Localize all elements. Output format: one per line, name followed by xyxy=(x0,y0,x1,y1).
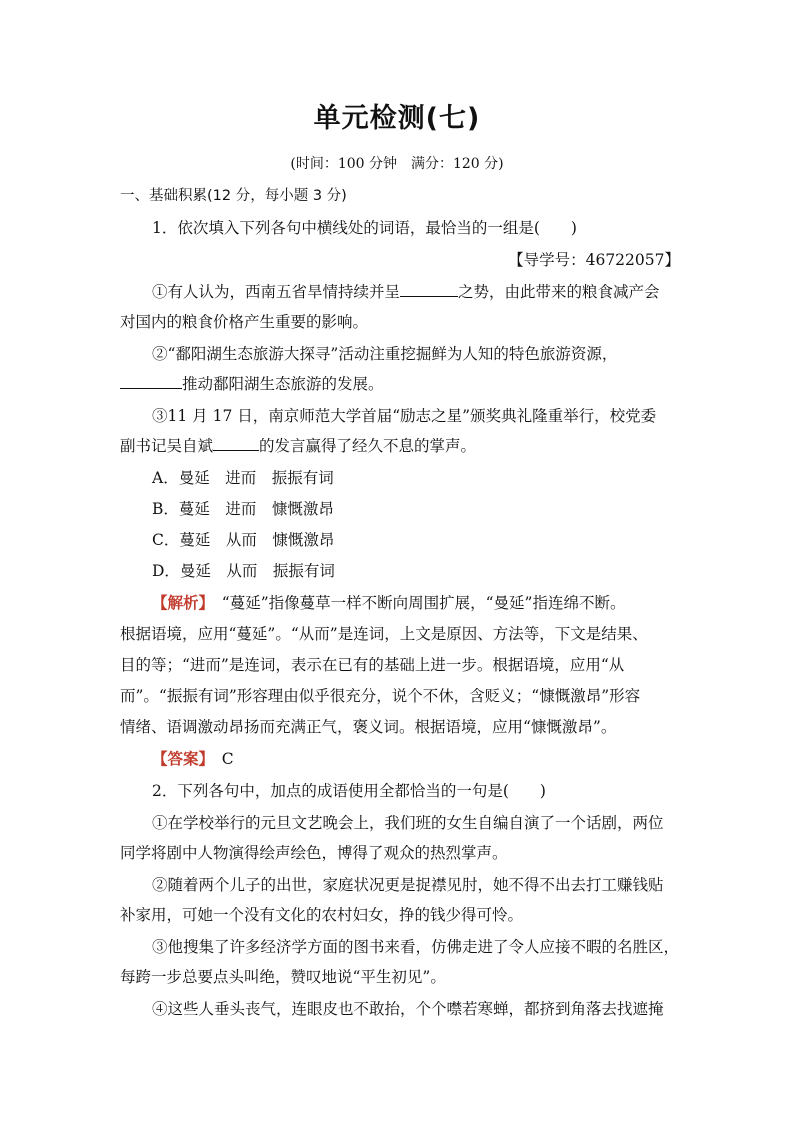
analysis-line-2: 根据语境，应用“蔓延”。“从而”是连词，上文是原因、方法等，下文是结果、 xyxy=(120,625,648,643)
answer-line xyxy=(152,749,680,769)
answer-value: C xyxy=(221,750,234,768)
page-title: 单元检测(七) xyxy=(313,103,481,134)
question-1-sentence-3: ③11 月 17 日，南京师范大学首届“励志之星”颁奖典礼隆重举行，校党委 xyxy=(152,407,657,425)
section-heading: 一、基础积累(12 分，每小题 3 分) xyxy=(120,188,347,204)
option-d: D．曼延 从而 振振有词 xyxy=(152,562,335,580)
sentence-1-part-a: ①有人认为，西南五省旱情持续并呈 xyxy=(152,283,401,301)
question-1-sentence-2: ②“鄱阳湖生态旅游大探寻”活动注重挖掘鲜为人知的特色旅游资源， xyxy=(152,345,618,363)
analysis-tag: 【解析】 xyxy=(152,594,207,612)
option-c: C．蔓延 从而 慷慨激昂 xyxy=(152,531,335,549)
question-2-line-3: ②随着两个儿子的出世，家庭状况更是捉襟见肘，她不得不出去打工赚钱贴 xyxy=(152,876,664,894)
question-2-line-7: ④这些人垂头丧气，连眼皮也不敢抬，个个噤若寒蝉，都挤到角落去找遮掩 xyxy=(152,1000,664,1018)
fill-blank xyxy=(120,374,182,389)
question-1-stem: 1．依次填入下列各句中横线处的词语，最恰当的一组是( ) xyxy=(152,219,577,237)
analysis-line-1: “蔓延”指像蔓草一样不断向周围扩展，“曼延”指连绵不断。 xyxy=(221,594,626,612)
question-1-sentence-3-cont xyxy=(120,436,680,456)
analysis-line-3: 目的等；“进而”是连词，表示在已有的基础上进一步。根据语境，应用“从 xyxy=(120,656,625,674)
sentence-3-part-b: 副书记吴自斌 xyxy=(120,437,214,455)
option-b: B．蔓延 进而 慷慨激昂 xyxy=(152,500,334,518)
guide-number: 【导学号：46722057】 xyxy=(508,251,680,269)
question-2-line-5: ③他搜集了许多经济学方面的图书来看，仿佛走进了令人应接不暇的名胜区， xyxy=(152,938,680,956)
analysis-line-4: 而”。“振振有词”形容理由似乎很充分，说个不休，含贬义；“慷慨激昂”形容 xyxy=(120,687,641,705)
fill-blank xyxy=(213,436,259,451)
question-1-sentence-1 xyxy=(152,282,680,302)
option-a: A．曼延 进而 振振有词 xyxy=(152,469,334,487)
question-2-line-6: 每跨一步总要点头叫绝，赞叹地说“平生初见”。 xyxy=(120,968,446,986)
sentence-3-part-c: 的发言赢得了经久不息的掌声。 xyxy=(259,437,477,455)
question-1-sentence-1-cont: 对国内的粮食价格产生重要的影响。 xyxy=(120,313,369,331)
analysis-line-5: 情绪、语调激动昂扬而充满正气，褒义词。根据语境，应用“慷慨激昂”。 xyxy=(120,718,617,736)
sentence-1-part-b: 之势，由此带来的粮食减产会 xyxy=(458,283,660,301)
sentence-2-part-b: 推动鄱阳湖生态旅游的发展。 xyxy=(182,375,384,393)
question-2-stem: 2．下列各句中，加点的成语使用全都恰当的一句是( ) xyxy=(152,782,546,800)
answer-tag: 【答案】 xyxy=(152,750,207,768)
question-2-line-1: ①在学校举行的元旦文艺晚会上，我们班的女生自编自演了一个话剧，两位 xyxy=(152,814,664,832)
exam-meta: (时间：100 分钟 满分：120 分) xyxy=(290,156,504,172)
analysis-first-line xyxy=(152,593,680,613)
question-1-sentence-2-cont xyxy=(120,374,680,394)
question-2-line-2: 同学将剧中人物演得绘声绘色，博得了观众的热烈掌声。 xyxy=(120,844,508,862)
fill-blank xyxy=(400,282,458,297)
question-2-line-4: 补家用，可她一个没有文化的农村妇女，挣的钱少得可怜。 xyxy=(120,906,524,924)
